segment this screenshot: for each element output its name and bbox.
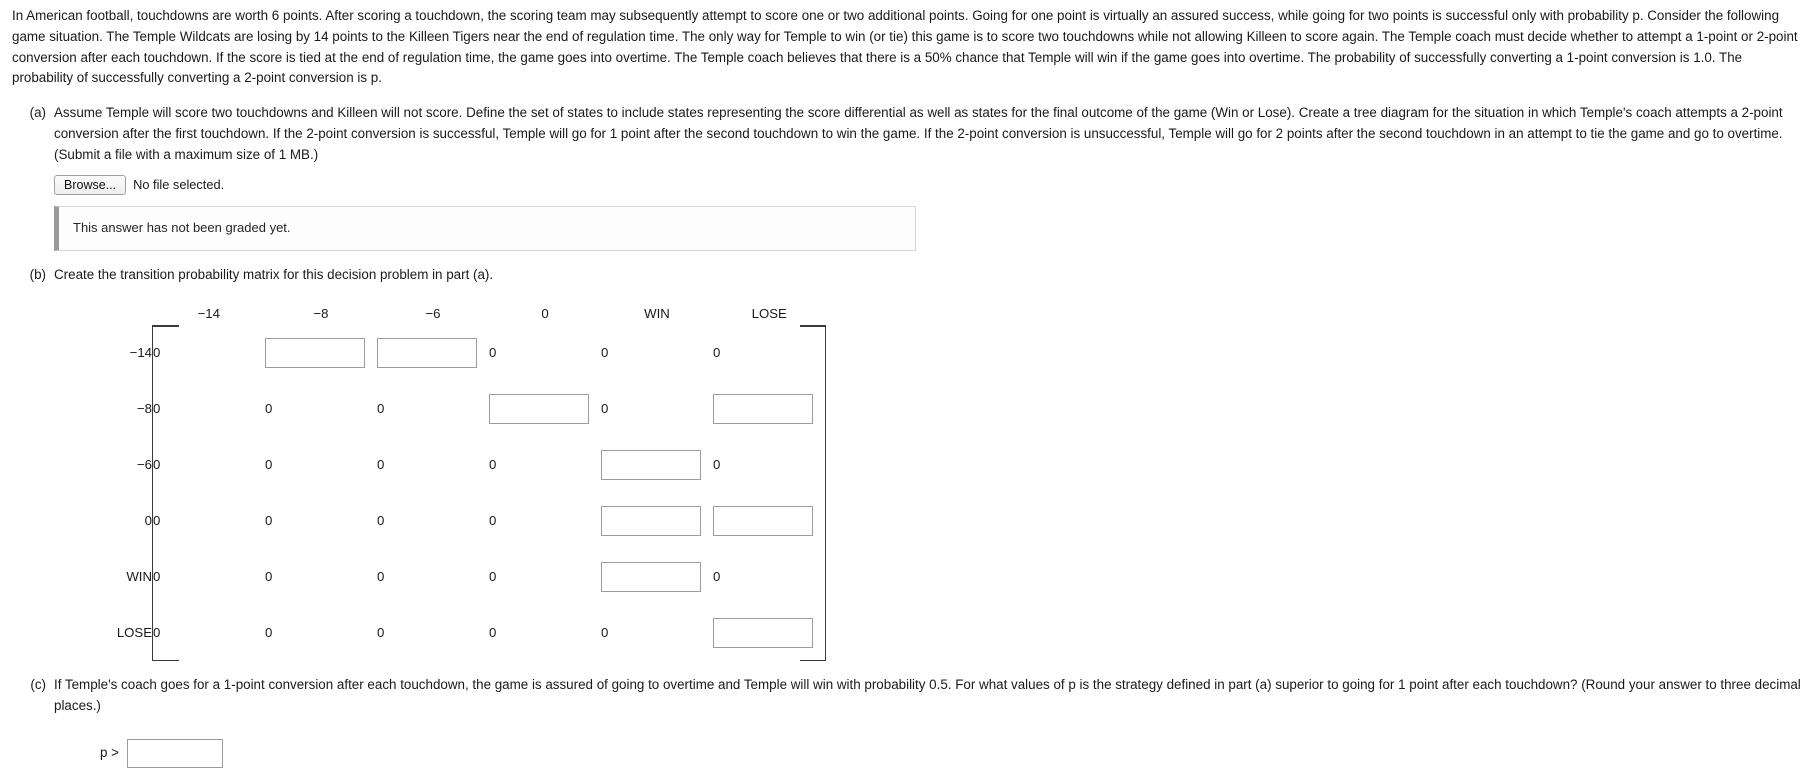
matrix-cell[interactable] — [489, 381, 601, 437]
matrix-cell[interactable] — [713, 381, 826, 437]
matrix-corner-cell — [90, 303, 153, 325]
p-threshold-input[interactable] — [127, 739, 223, 768]
part-b-label: (b) — [29, 266, 46, 282]
part-c-answer-row — [100, 739, 1814, 768]
matrix-cell[interactable] — [713, 605, 826, 661]
matrix-cell-input[interactable] — [489, 394, 589, 424]
matrix-row — [90, 381, 826, 437]
part-b — [0, 265, 1814, 662]
part-c-label: (c) — [30, 677, 46, 693]
matrix-column-header: −8 — [313, 306, 329, 322]
matrix-cell: 0 — [377, 401, 385, 417]
matrix-cell: 0 — [153, 605, 266, 661]
matrix-cell: 0 — [265, 457, 273, 473]
matrix-row — [90, 437, 826, 493]
matrix-cell-input[interactable] — [601, 562, 701, 592]
matrix-cell: 0 — [489, 569, 497, 585]
matrix-cell: 0 — [265, 401, 273, 417]
bracket-tick-top-right — [800, 325, 826, 327]
matrix-cell[interactable] — [377, 325, 489, 381]
matrix-row — [90, 605, 826, 661]
matrix-cell-input[interactable] — [713, 394, 813, 424]
part-a-label: (a) — [29, 105, 46, 121]
matrix-cell-input[interactable] — [601, 450, 701, 480]
matrix-cell: 0 — [489, 457, 497, 473]
matrix-cell: 0 — [265, 625, 273, 641]
matrix-cell: 0 — [601, 625, 609, 641]
part-a-text: Assume Temple will score two touchdowns and Killeen will not score. Define the set of states to include states representing the score differential as well as states for the final outcome of the game (Win or Lose). Create a tree diagram for the situation in which Temple's coach attempts a 2-point conversion after the first touchdown. If the 2-point conversion is successful, Temple will go for 1 point after the second touchdown to win the game. If the 2-point conversion is unsuccessful, Temple will go for 2 points after the second touchdown in an attempt to tie the game and go to overtime. (Submit a file with a maximum size of 1 MB.) — [54, 105, 1783, 162]
matrix-row — [90, 493, 826, 549]
matrix-cell[interactable] — [601, 549, 713, 605]
matrix-cell-input[interactable] — [377, 338, 477, 368]
matrix-cell: 0 — [601, 401, 609, 417]
part-a-body — [54, 103, 1814, 250]
matrix-cell: 0 — [153, 381, 266, 437]
matrix-cell: 0 — [489, 345, 497, 361]
matrix-column-header: WIN — [644, 306, 670, 322]
file-upload-row — [54, 175, 1814, 195]
matrix-column-header: 0 — [541, 306, 549, 322]
grading-status-box — [54, 206, 916, 250]
matrix-cell: 0 — [153, 493, 266, 549]
selected-file-label: No file selected. — [133, 177, 225, 193]
part-b-body — [54, 265, 1814, 662]
matrix-cell: 0 — [153, 325, 266, 381]
matrix-cell: 0 — [153, 437, 266, 493]
matrix-row-header: −14 — [129, 345, 152, 361]
matrix-cell: 0 — [713, 549, 826, 605]
matrix-cell: 0 — [265, 513, 273, 529]
matrix-column-header: −14 — [197, 306, 220, 322]
matrix-cell-input[interactable] — [265, 338, 365, 368]
matrix-cell[interactable] — [601, 493, 713, 549]
matrix-row — [90, 325, 826, 381]
matrix-cell[interactable] — [713, 493, 826, 549]
matrix-cell: 0 — [265, 569, 273, 585]
part-c-text: If Temple's coach goes for a 1-point conversion after each touchdown, the game is assured of going to overtime and Temple will win with probability 0.5. For what values of p is the strategy defined in part (a) superior to going for 1 point after each touchdown? (Round your answer to three decimal places.) — [54, 677, 1801, 714]
matrix-row-header: LOSE — [116, 625, 152, 641]
matrix-cell: 0 — [713, 437, 826, 493]
matrix-cell: 0 — [377, 457, 385, 473]
matrix-cell: 0 — [377, 569, 385, 585]
matrix-cell-input[interactable] — [601, 506, 701, 536]
matrix-cell[interactable] — [265, 325, 377, 381]
bracket-tick-bottom-left — [153, 660, 179, 662]
grading-status-text: This answer has not been graded yet. — [73, 220, 291, 236]
matrix-cell-input[interactable] — [713, 506, 813, 536]
transition-probability-matrix — [90, 303, 1814, 661]
matrix-cell: 0 — [377, 513, 385, 529]
matrix-row-header: −8 — [136, 401, 152, 417]
matrix-cell: 0 — [601, 345, 609, 361]
matrix-cell: 0 — [377, 625, 385, 641]
matrix-row-header: 0 — [144, 513, 152, 529]
bracket-tick-top-left — [153, 325, 179, 327]
bracket-tick-bottom-right — [800, 660, 826, 662]
matrix-cell: 0 — [153, 549, 266, 605]
matrix-column-header: −6 — [425, 306, 441, 322]
matrix-row-header: −6 — [136, 457, 152, 473]
matrix-cell: 0 — [489, 513, 497, 529]
matrix-cell: 0 — [713, 325, 826, 381]
matrix-table — [90, 303, 826, 661]
part-b-text: Create the transition probability matrix for this decision problem in part (a). — [54, 266, 494, 282]
part-a — [0, 103, 1814, 250]
matrix-cell-input[interactable] — [713, 618, 813, 648]
p-greater-label: p > — [100, 744, 119, 760]
matrix-column-header: LOSE — [751, 306, 787, 322]
problem-statement-text: In American football, touchdowns are worth 6 points. After scoring a touchdown, the scoring team may subsequently attempt to score one or two additional points. Going for one point is virtually an assured success, while going for two points is successful only with probability p. Consider the following game situation. The Temple Wildcats are losing by 14 points to the Killeen Tigers near the end of regulation time. The only way for Temple to win (or tie) this game is to score two touchdowns while not allowing Killeen to score again. The Temple coach must decide whether to attempt a 1-point or 2-point conversion after each touchdown. If the score is tied at the end of regulation time, the game goes into overtime. The Temple coach believes that there is a 50% chance that Temple will win if the game goes into overtime. The probability of successfully converting a 1-point conversion is 1.0. The probability of successfully converting a 2-point conversion is p. — [12, 8, 1798, 86]
problem-statement — [0, 0, 1814, 89]
matrix-row — [90, 549, 826, 605]
matrix-header-row — [90, 303, 826, 325]
browse-button[interactable]: Browse... — [54, 175, 126, 195]
matrix-row-header: WIN — [126, 569, 152, 585]
matrix-cell: 0 — [489, 625, 497, 641]
matrix-cell[interactable] — [601, 437, 713, 493]
part-c — [0, 675, 1814, 768]
part-c-body — [54, 675, 1814, 768]
